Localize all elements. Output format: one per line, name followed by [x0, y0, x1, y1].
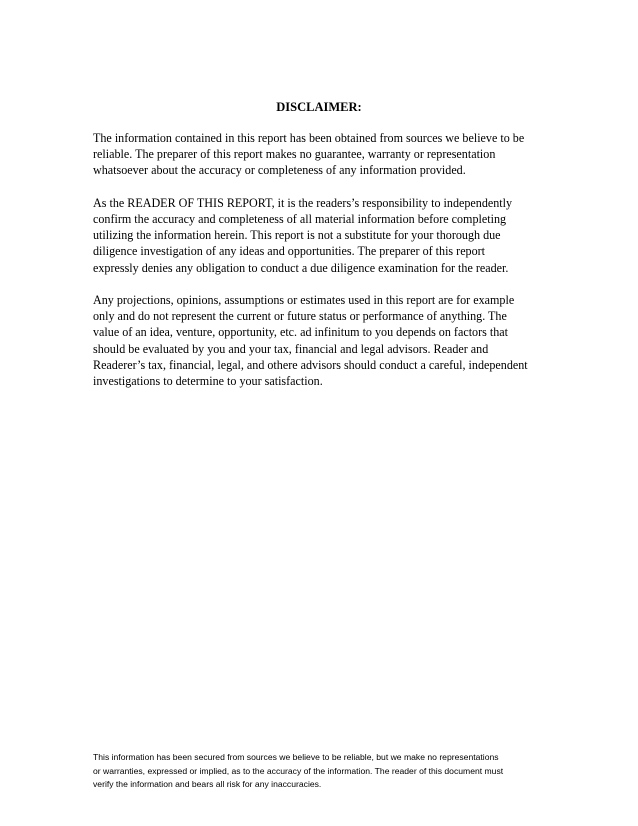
footer-disclaimer: [93, 751, 563, 792]
text-line: utilizing the information herein. This report is not a substitute for your thorough due: [93, 228, 501, 243]
text-line: whatsoever about the accuracy or completeness of any information provided.: [93, 163, 466, 178]
disclaimer-title: DISCLAIMER:: [276, 100, 362, 114]
text-line: value of an idea, venture, opportunity, etc. ad infinitum to you depends on factors that: [93, 325, 508, 340]
paragraph-projections: [93, 292, 563, 389]
text-line: only and do not represent the current or future status or performance of anything. The: [93, 309, 507, 324]
paragraph-reader-responsibility: [93, 195, 563, 276]
text-line: investigations to determine to your satisfaction.: [93, 374, 323, 389]
footer-line: This information has been secured from sources we believe to be reliable, but we make no representations: [93, 752, 499, 762]
text-line: Readerer’s tax, financial, legal, and othere advisors should conduct a careful, independent: [93, 357, 528, 372]
text-line: confirm the accuracy and completeness of all material information before completing: [93, 212, 507, 226]
text-line: expressly denies any obligation to conduct a due diligence examination for the reader.: [93, 260, 509, 275]
footer-line: verify the information and bears all risk for any inaccuracies.: [93, 779, 322, 789]
disclaimer-body: [93, 130, 563, 405]
footer-line: or warranties, expressed or implied, as to the accuracy of the information. The reader of this document must: [93, 765, 504, 776]
text-line: diligence investigation of any ideas and opportunities. The preparer of this report: [93, 244, 486, 259]
text-line: reliable. The preparer of this report makes no guarantee, warranty or representation: [93, 147, 496, 162]
text-line: As the READER OF THIS REPORT, it is the readers’s responsibility to independently: [93, 195, 513, 210]
paragraph-source-reliability: [93, 130, 563, 179]
text-line: should be evaluated by you and your tax, financial and legal advisors. Reader and: [93, 341, 489, 356]
text-line: The information contained in this report has been obtained from sources we believe to be: [93, 131, 525, 145]
text-line: Any projections, opinions, assumptions or estimates used in this report are for example: [93, 293, 515, 307]
